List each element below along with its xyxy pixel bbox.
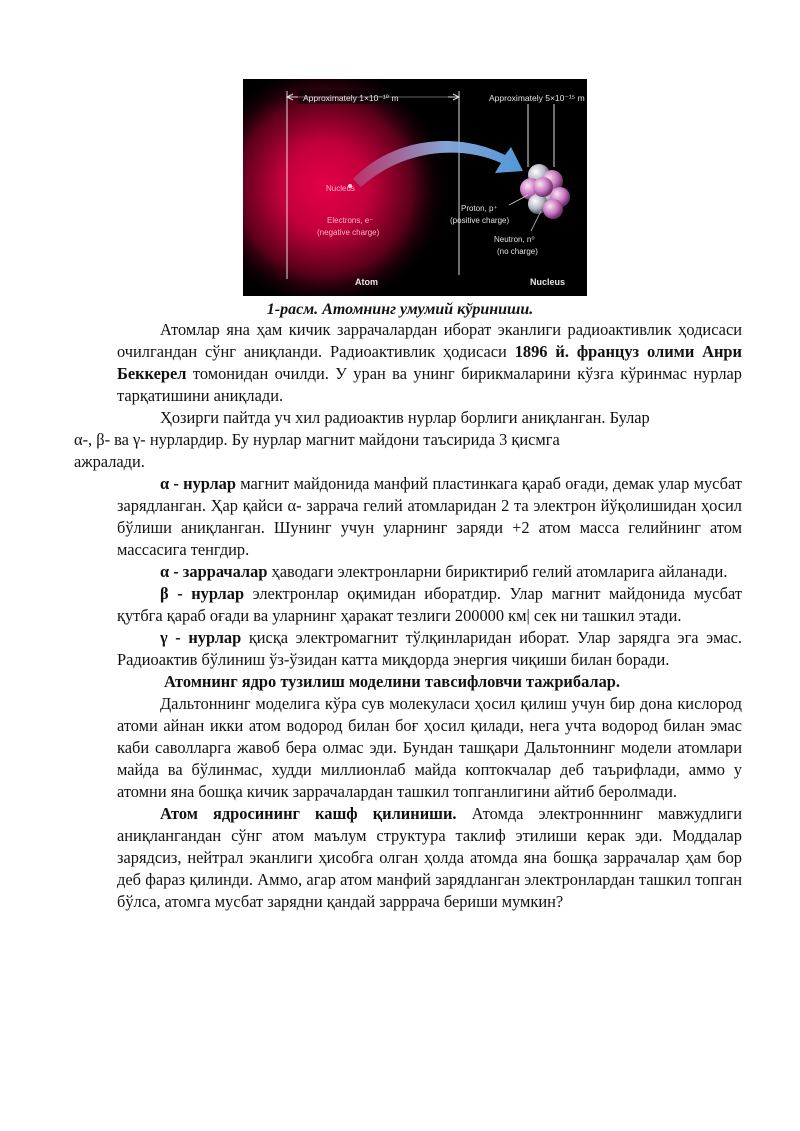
p3-bold: α - нурлар — [160, 474, 236, 493]
paragraph-beta-rays — [117, 583, 742, 627]
p8-bold: Атом ядросининг кашф қилиниши. — [160, 804, 457, 823]
atom-label: Atom — [355, 277, 378, 287]
atom-diagram — [243, 79, 587, 296]
paragraph-radioactivity — [117, 319, 742, 407]
p4-bold: α - заррачалар — [160, 562, 268, 581]
neutron-label: Neutron, n⁰ — [494, 235, 535, 244]
p2-line3: ажралади. — [74, 452, 145, 471]
p3-text: магнит майдонида манфий пластинкага қараб оғади, демак улар мусбат зарядланган. Ҳар қайси α- заррача гелий атомларидан 2 та электрон йўқолишидан ҳосил бўлиши аниқланган. Шунинг учун уларнинг заряди +2 атом масса гелийнинг атом массасига тенгдир. — [117, 474, 743, 559]
paragraph-alpha-particles — [117, 561, 742, 583]
p6-text: қисқа электромагнит тўлқинларидан иборат. Улар зарядга эга эмас. Радиоактив бўлиниш ўз-ўзидан катта миқдорда энергия чиқиши билан боради. — [117, 628, 742, 669]
p5-text: электронлар оқимидан иборатдир. Улар магнит майдонида мусбат қутбга қараб оғади ва уларнинг ҳаракат тезлиги 200000 км| сек ни ташкил этади. — [117, 584, 742, 625]
body-text — [74, 319, 743, 913]
paragraph-alpha-rays — [117, 473, 742, 561]
p8-text: Атомда электронннинг мавжудлиги аниқлангандан сўнг атом маълум структура таклиф этилиши керак эди. Моддалар зарядсиз, нейтрал эканлиги ҳисобга олган ҳолда атомда яна бошқа заррачалар ҳам бор деб фараз қилинди. Аммо, агар атом манфий зарядланган электронлардан ташкил топган бўлса, атомга мусбат зарядни қандай зарррача бериши мумкин? — [117, 804, 742, 911]
p4-text: ҳаводаги электронларни бириктириб гелий атомларига айланади. — [267, 562, 728, 581]
nucleus-cluster — [520, 164, 570, 219]
p2-line2: α-, β- ва γ- нурлардир. Бу нурлар магнит майдони таъсирида 3 қисмга — [74, 430, 560, 449]
electrons-label: Electrons, e⁻ — [327, 216, 374, 225]
proton-charge-label: (positive charge) — [450, 216, 510, 225]
electrons-charge-label: (negative charge) — [317, 228, 380, 237]
p2-line1: Ҳозирги пайтда уч хил радиоактив нурлар борлиги аниқланган. Булар — [160, 408, 650, 427]
atom-size-label: Approximately 1×10⁻¹⁰ m — [303, 93, 399, 103]
atom-figure — [243, 79, 587, 296]
proton-label: Proton, p⁺ — [461, 204, 498, 213]
paragraph-three-rays — [74, 407, 742, 473]
paragraph-dalton-model: Дальтоннинг моделига кўра сув молекуласи ҳосил қилиш учун бир дона кислород атоми айнан икки атом водород билан боғ ҳосил қилади, нега учта водород билан эмас каби саволларга жавоб бера олмас эди. Бундан ташқари Дальтоннинг модели атомлари майда ва бўлинмас, худди миллионлаб майда коптокчалар деб таърифлади, аммо у атомни яна бошқа кичик заррачалардан ташкил топганлигини айтиб беролмади. — [117, 694, 742, 801]
figure-caption: 1-расм. Атомнинг умумий кўриниши. — [266, 301, 534, 318]
nucleus-inner-label: Nucleus — [326, 184, 355, 193]
nucleus-size-label: Approximately 5×10⁻¹⁵ m — [489, 93, 585, 103]
paragraph-gamma-rays — [117, 627, 742, 671]
paragraph-nucleus-discovery — [117, 803, 742, 913]
p6-bold: γ - нурлар — [160, 628, 242, 647]
p5-bold: β - нурлар — [160, 584, 245, 603]
p1-text-a: Атомлар яна ҳам кичик заррачалардан иборат эканлиги радиоактивлик ҳодисаси очилгандан сўнг аниқланди. Радиоактивлик ҳодисаси — [117, 320, 742, 361]
neutron-charge-label: (no charge) — [497, 247, 538, 256]
p1-text-c: томонидан очилди. У уран ва унинг бирикмаларини кўзга кўринмас нурлар тарқатишини аниқлади. — [117, 364, 742, 405]
nucleus-label: Nucleus — [530, 277, 566, 287]
p1-bold: 1896 й. француз олими Анри Беккерел — [117, 342, 742, 383]
section-heading: Атомнинг ядро тузилиш моделини тавсифловчи тажрибалар. — [164, 672, 621, 691]
